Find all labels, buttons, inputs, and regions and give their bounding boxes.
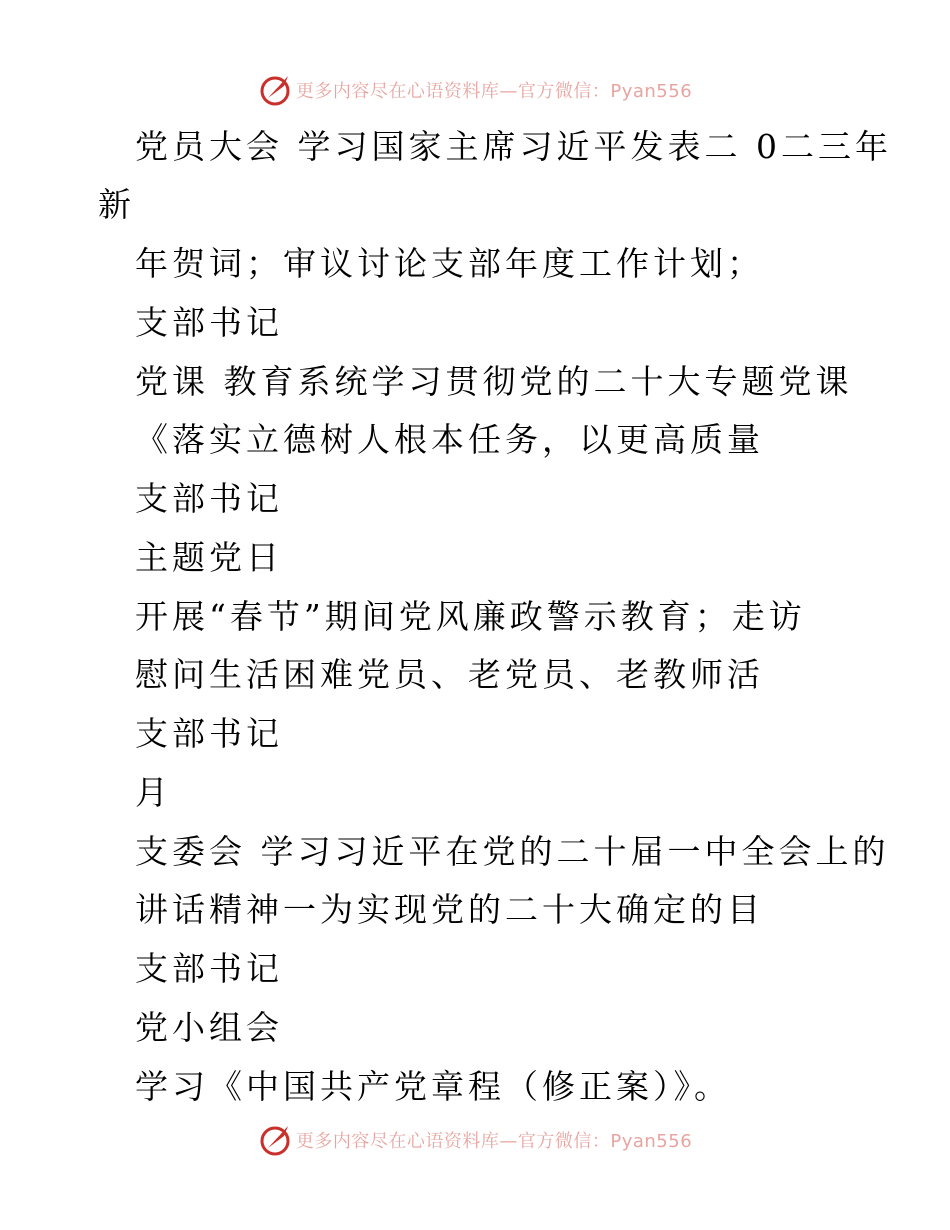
quill-logo-icon — [258, 72, 294, 108]
text-line: 党课 教育系统学习贯彻党的二十大专题党课 — [135, 362, 853, 401]
text-line: 月 — [135, 773, 172, 812]
footer-watermark — [0, 1120, 950, 1160]
quill-logo-icon — [258, 1122, 294, 1158]
text-line: 党员大会 学习国家主席习近平发表二 0二三年 — [135, 127, 892, 166]
text-line: 主题党日 — [135, 538, 283, 577]
text-line: 新 — [98, 185, 135, 224]
watermark-text: 更多内容尽在心语资料库—官方微信：Pyan556 — [295, 1131, 693, 1152]
text-line: 开展“春节”期间党风廉政警示教育；走访 — [135, 597, 806, 636]
text-line: 讲话精神一为实现党的二十大确定的目 — [135, 890, 764, 929]
text-line: 《落实立德树人根本任务，以更高质量 — [135, 420, 764, 459]
watermark-text: 更多内容尽在心语资料库—官方微信：Pyan556 — [295, 81, 693, 102]
text-line: 支委会 学习习近平在党的二十届一中全会上的 — [135, 832, 890, 871]
text-line: 学习《中国共产党章程（修正案）》。 — [135, 1067, 731, 1106]
header-watermark — [0, 70, 950, 110]
text-line: 党小组会 — [135, 1008, 283, 1047]
text-line: 支部书记 — [135, 714, 283, 753]
text-line: 慰问生活困难党员、老党员、老教师活 — [135, 655, 764, 694]
text-line: 支部书记 — [135, 303, 283, 342]
text-line: 年贺词；审议讨论支部年度工作计划； — [135, 244, 764, 283]
text-line: 支部书记 — [135, 949, 283, 988]
text-line: 支部书记 — [135, 479, 283, 518]
